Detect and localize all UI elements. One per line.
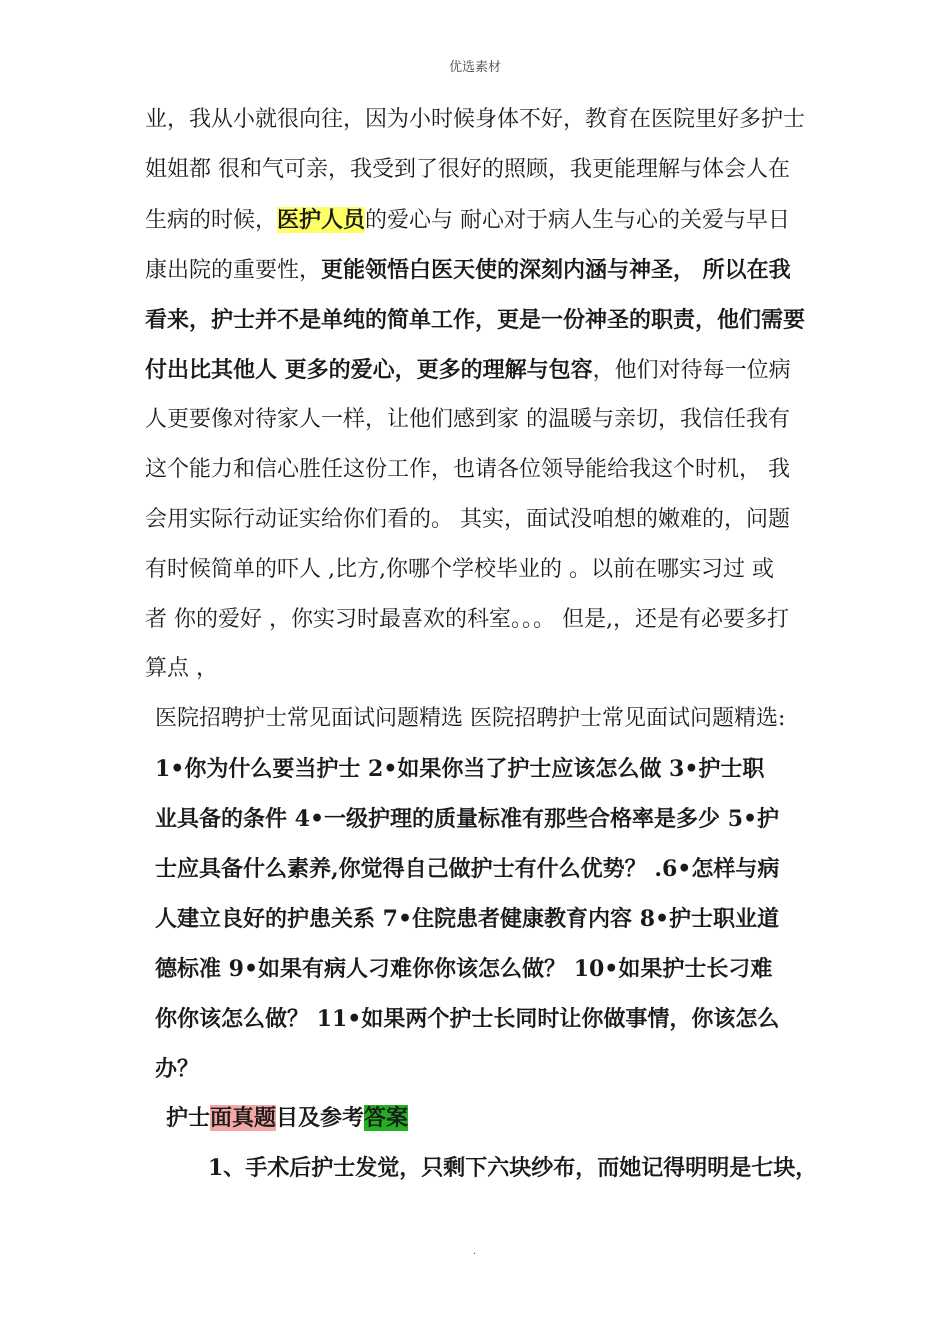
highlighted-term: 面真题 <box>210 1105 277 1131</box>
answer-item: 1、手术后护士发觉，只剩下六块纱布，而她记得明明是七块， <box>208 1155 818 1181</box>
highlighted-term: 医护人员 <box>277 207 366 233</box>
text-line: 这个能力和信心胜任这份工作，也请各位领导能给我这个时机， 我 <box>145 457 790 482</box>
text-line <box>145 354 791 387</box>
text-run: 康出院的重要性， <box>145 258 322 283</box>
list-item: 士应具备什么素养,你觉得自己做护士有什么优势？ .6•怎样与病 <box>155 856 780 882</box>
text-line: 会用实际行动证实给你们看的。 其实，面试没咱想的嫩难的，问题 <box>145 507 790 532</box>
list-item: 办？ <box>155 1056 200 1082</box>
text-line: 业，我从小就很向往，因为小时候身体不好，教育在医院里好多护士 <box>145 107 806 132</box>
page-header: 优选素材 <box>448 60 501 75</box>
text-run: 的爱心与 耐心对于病人生与心的关爱与早日 <box>365 208 791 233</box>
text-line: 算点 ， <box>145 656 218 681</box>
highlighted-term: 答案 <box>364 1105 409 1131</box>
text-line <box>145 204 790 237</box>
text-line: 人更要像对待家人一样，让他们感到家 的温暖与亲切，我信任我有 <box>145 407 790 432</box>
section-heading <box>166 1102 408 1134</box>
text-line <box>145 254 791 287</box>
list-item: 德标准 9•如果有病人刁难你你该怎么做？ 10•如果护士长刁难 <box>155 956 773 982</box>
text-run: ，他们对待每一位病 <box>592 358 791 383</box>
text-line: 看来，护士并不是单纯的简单工作，更是一份神圣的职责，他们需要 <box>145 307 806 333</box>
text-line: 有时候简单的吓人 ,比方,你哪个学校毕业的 。以前在哪实习过 或 <box>145 557 774 582</box>
text-line: 姐姐都 很和气可亲，我受到了很好的照顾，我更能理解与体会人在 <box>145 157 790 182</box>
list-item: 人建立良好的护患关系 7•住院患者健康教育内容 8•护士职业道 <box>155 906 780 932</box>
text-run: 生病的时候， <box>145 208 278 233</box>
footer-dot: . <box>473 1246 477 1257</box>
list-item: 你你该怎么做？ 11•如果两个护士长同时让你做事情，你该怎么 <box>155 1006 780 1032</box>
text-line: 者 你的爱好 ，你实习时最喜欢的科室。。。 但是,，还是有必要多打 <box>145 607 789 632</box>
list-item: 业具备的条件 4•一级护理的质量标准有那些合格率是多少 5•护 <box>155 806 780 832</box>
heading-run: 目及参考 <box>276 1105 365 1131</box>
heading-run: 护士 <box>166 1105 211 1131</box>
list-intro: 医院招聘护士常见面试问题精选 医院招聘护士常见面试问题精选: <box>155 706 786 731</box>
bold-run: 付出比其他人 更多的爱心，更多的理解与包容 <box>145 357 593 383</box>
list-item: 1•你为什么要当护士 2•如果你当了护士应该怎么做 3•护士职 <box>155 756 765 782</box>
bold-run: 更能领悟白医天使的深刻内涵与神圣， 所以在我 <box>321 257 791 283</box>
